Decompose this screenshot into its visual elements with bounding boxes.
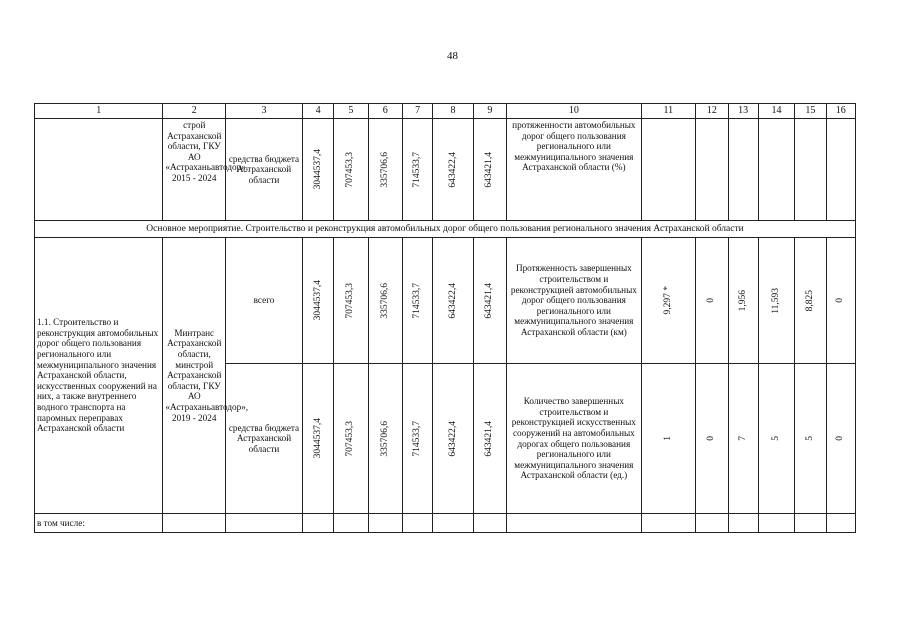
target-cell <box>728 119 758 221</box>
amount-cell: 643421,4 <box>473 364 506 514</box>
column-header: 7 <box>402 104 432 119</box>
target-cell: 1 <box>641 364 696 514</box>
amount-cell: 707453,3 <box>334 238 368 364</box>
table-row <box>35 238 856 364</box>
column-header: 10 <box>507 104 641 119</box>
column-header: 4 <box>302 104 333 119</box>
amount-cell: 643421,4 <box>473 238 506 364</box>
empty-cell <box>826 514 855 533</box>
funding-source-cell: средства бюджета Астраханской области <box>226 364 303 514</box>
amount-cell: 3044537,4 <box>302 119 333 221</box>
target-cell: 0 <box>826 364 855 514</box>
activity-cell-empty <box>35 119 163 221</box>
funding-source-cell: средства бюджета Астраханской области <box>226 119 303 221</box>
amount-cell: 714533,7 <box>402 119 432 221</box>
column-header: 8 <box>433 104 473 119</box>
section-title: Основное мероприятие. Строительство и реконструкция автомобильных дорог общего пользования регионального значения Астраханской области <box>35 221 856 238</box>
target-cell <box>641 119 696 221</box>
including-label: в том числе: <box>35 514 163 533</box>
empty-cell <box>334 514 368 533</box>
column-header: 13 <box>728 104 758 119</box>
column-header: 12 <box>696 104 728 119</box>
empty-cell <box>473 514 506 533</box>
indicator-cell: Количество завершенных строительством и реконструкцией искусственных сооружений на автомобильных дорогах общего пользования регионального или межмуниципального значения Астраханской области (ед.) <box>507 364 641 514</box>
target-cell: 0 <box>826 238 855 364</box>
empty-cell <box>368 514 402 533</box>
target-cell <box>696 119 728 221</box>
amount-cell: 3044537,4 <box>302 364 333 514</box>
empty-cell <box>226 514 303 533</box>
amount-cell: 714533,7 <box>402 238 432 364</box>
amount-cell: 707453,3 <box>334 119 368 221</box>
column-header: 2 <box>163 104 226 119</box>
column-header: 5 <box>334 104 368 119</box>
target-cell: 5 <box>758 364 794 514</box>
target-cell: 1,956 <box>728 238 758 364</box>
executor-cell: Минтранс Астраханской области, минстрой Астраханской области, ГКУ АО «Астраханьавтодор», 2019 - 2024 <box>163 238 226 514</box>
empty-cell <box>507 514 641 533</box>
target-cell: 0 <box>696 364 728 514</box>
amount-cell: 3044537,4 <box>302 238 333 364</box>
target-cell: 11,593 <box>758 238 794 364</box>
empty-cell <box>728 514 758 533</box>
table-row <box>35 119 856 221</box>
empty-cell <box>433 514 473 533</box>
column-header: 9 <box>473 104 506 119</box>
column-header: 3 <box>226 104 303 119</box>
amount-cell: 643422,4 <box>433 119 473 221</box>
empty-cell <box>696 514 728 533</box>
empty-cell <box>402 514 432 533</box>
target-cell <box>758 119 794 221</box>
indicator-cell: Протяженность завершенных строительством и реконструкцией автомобильных дорог общего пользования регионального или межмуниципального значения Астраханской области (км) <box>507 238 641 364</box>
column-header: 15 <box>795 104 826 119</box>
empty-cell <box>163 514 226 533</box>
empty-cell <box>795 514 826 533</box>
target-cell: 8,825 <box>795 238 826 364</box>
amount-cell: 335706,6 <box>368 238 402 364</box>
amount-cell: 714533,7 <box>402 364 432 514</box>
program-table <box>34 103 856 533</box>
column-header: 14 <box>758 104 794 119</box>
target-cell <box>826 119 855 221</box>
column-header: 6 <box>368 104 402 119</box>
column-header: 16 <box>826 104 855 119</box>
page-number: 48 <box>447 50 458 62</box>
indicator-cell: протяженности автомобильных дорог общего пользования регионального или межмуниципального значения Астраханской области (%) <box>507 119 641 221</box>
amount-cell: 643422,4 <box>433 364 473 514</box>
amount-cell: 707453,3 <box>334 364 368 514</box>
target-cell: 5 <box>795 364 826 514</box>
column-header: 1 <box>35 104 163 119</box>
column-header: 11 <box>641 104 696 119</box>
empty-cell <box>758 514 794 533</box>
amount-cell: 643421,4 <box>473 119 506 221</box>
empty-cell <box>641 514 696 533</box>
target-cell: 7 <box>728 364 758 514</box>
activity-name-cell: 1.1. Строительство и реконструкция автомобильных дорог общего пользования регионального или межмуниципального значения Астраханской области, искусственных сооружений на них, а также внутреннего водного транспорта на паромных переправах Астраханской области <box>35 238 163 514</box>
section-row <box>35 221 856 238</box>
amount-cell: 643422,4 <box>433 238 473 364</box>
target-cell: 9,297 * <box>641 238 696 364</box>
target-cell <box>795 119 826 221</box>
funding-source-cell: всего <box>226 238 303 364</box>
target-cell: 0 <box>696 238 728 364</box>
executor-cell: строй Астраханской области, ГКУ АО «Астраханьавтодор», 2015 - 2024 <box>163 119 226 221</box>
amount-cell: 335706,6 <box>368 119 402 221</box>
header-row <box>35 104 856 119</box>
amount-cell: 335706,6 <box>368 364 402 514</box>
empty-cell <box>302 514 333 533</box>
table-row <box>35 514 856 533</box>
